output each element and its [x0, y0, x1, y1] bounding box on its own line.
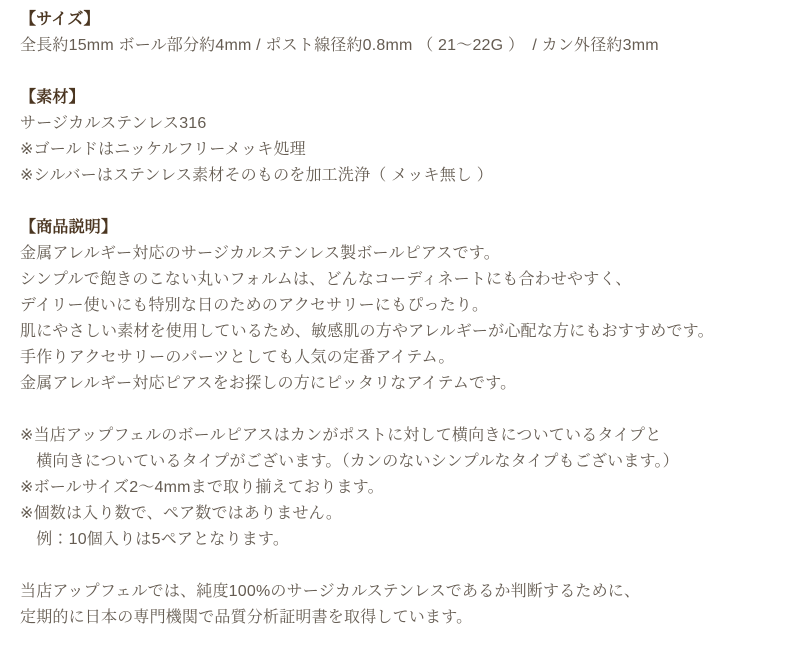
- text-line: 金属アレルギー対応のサージカルステンレス製ボールピアスです。: [20, 245, 500, 262]
- text-line: ※ゴールドはニッケルフリーメッキ処理: [20, 141, 306, 158]
- quality-certificate-section: [20, 579, 782, 631]
- material-section: [20, 85, 782, 189]
- size-section: [20, 7, 782, 59]
- text-line: 横向きについているタイプがございます。（カンのないシンプルなタイプもございます。）: [20, 453, 679, 470]
- text-line: 定期的に日本の専門機関で品質分析証明書を取得しています。: [20, 609, 473, 626]
- text-line: ※シルバーはステンレス素材そのものを加工洗浄（ メッキ無し ）: [20, 167, 493, 184]
- product-detail-section: [20, 215, 782, 397]
- notes-section: [20, 423, 782, 553]
- text-line: ※個数は入り数で、ペア数ではありません。: [20, 505, 343, 522]
- text-line: シンプルで飽きのこない丸いフォルムは、どんなコーディネートにも合わせやすく、: [20, 271, 632, 288]
- text-line: ※当店アップフェルのボールピアスはカンがポストに対して横向きについているタイプと: [20, 427, 662, 444]
- text-line: 全長約15mm ボール部分約4mm / ポスト線径約0.8mm （ 21～22G ） / カン外径約3mm: [20, 37, 659, 54]
- text-line: ※ボールサイズ2～4mmまで取り揃えております。: [20, 479, 384, 496]
- text-line: サージカルステンレス316: [20, 115, 207, 132]
- text-line: デイリー使いにも特別な日のためのアクセサリーにもぴったり。: [20, 297, 489, 314]
- text-line: 手作りアクセサリーのパーツとしても人気の定番アイテム。: [20, 349, 455, 366]
- material-section-heading: 【素材】: [20, 89, 85, 106]
- product-detail-section-heading: 【商品説明】: [20, 219, 118, 236]
- text-line: 肌にやさしい素材を使用しているため、敏感肌の方やアレルギーが心配な方にもおすすめです。: [20, 323, 714, 340]
- text-line: 例：10個入りは5ペアとなります。: [20, 531, 290, 548]
- text-line: 当店アップフェルでは、純度100%のサージカルステンレスであるか判断するために、: [20, 583, 641, 600]
- size-section-heading: 【サイズ】: [20, 11, 100, 28]
- text-line: 金属アレルギー対応ピアスをお探しの方にピッタリなアイテムです。: [20, 375, 517, 392]
